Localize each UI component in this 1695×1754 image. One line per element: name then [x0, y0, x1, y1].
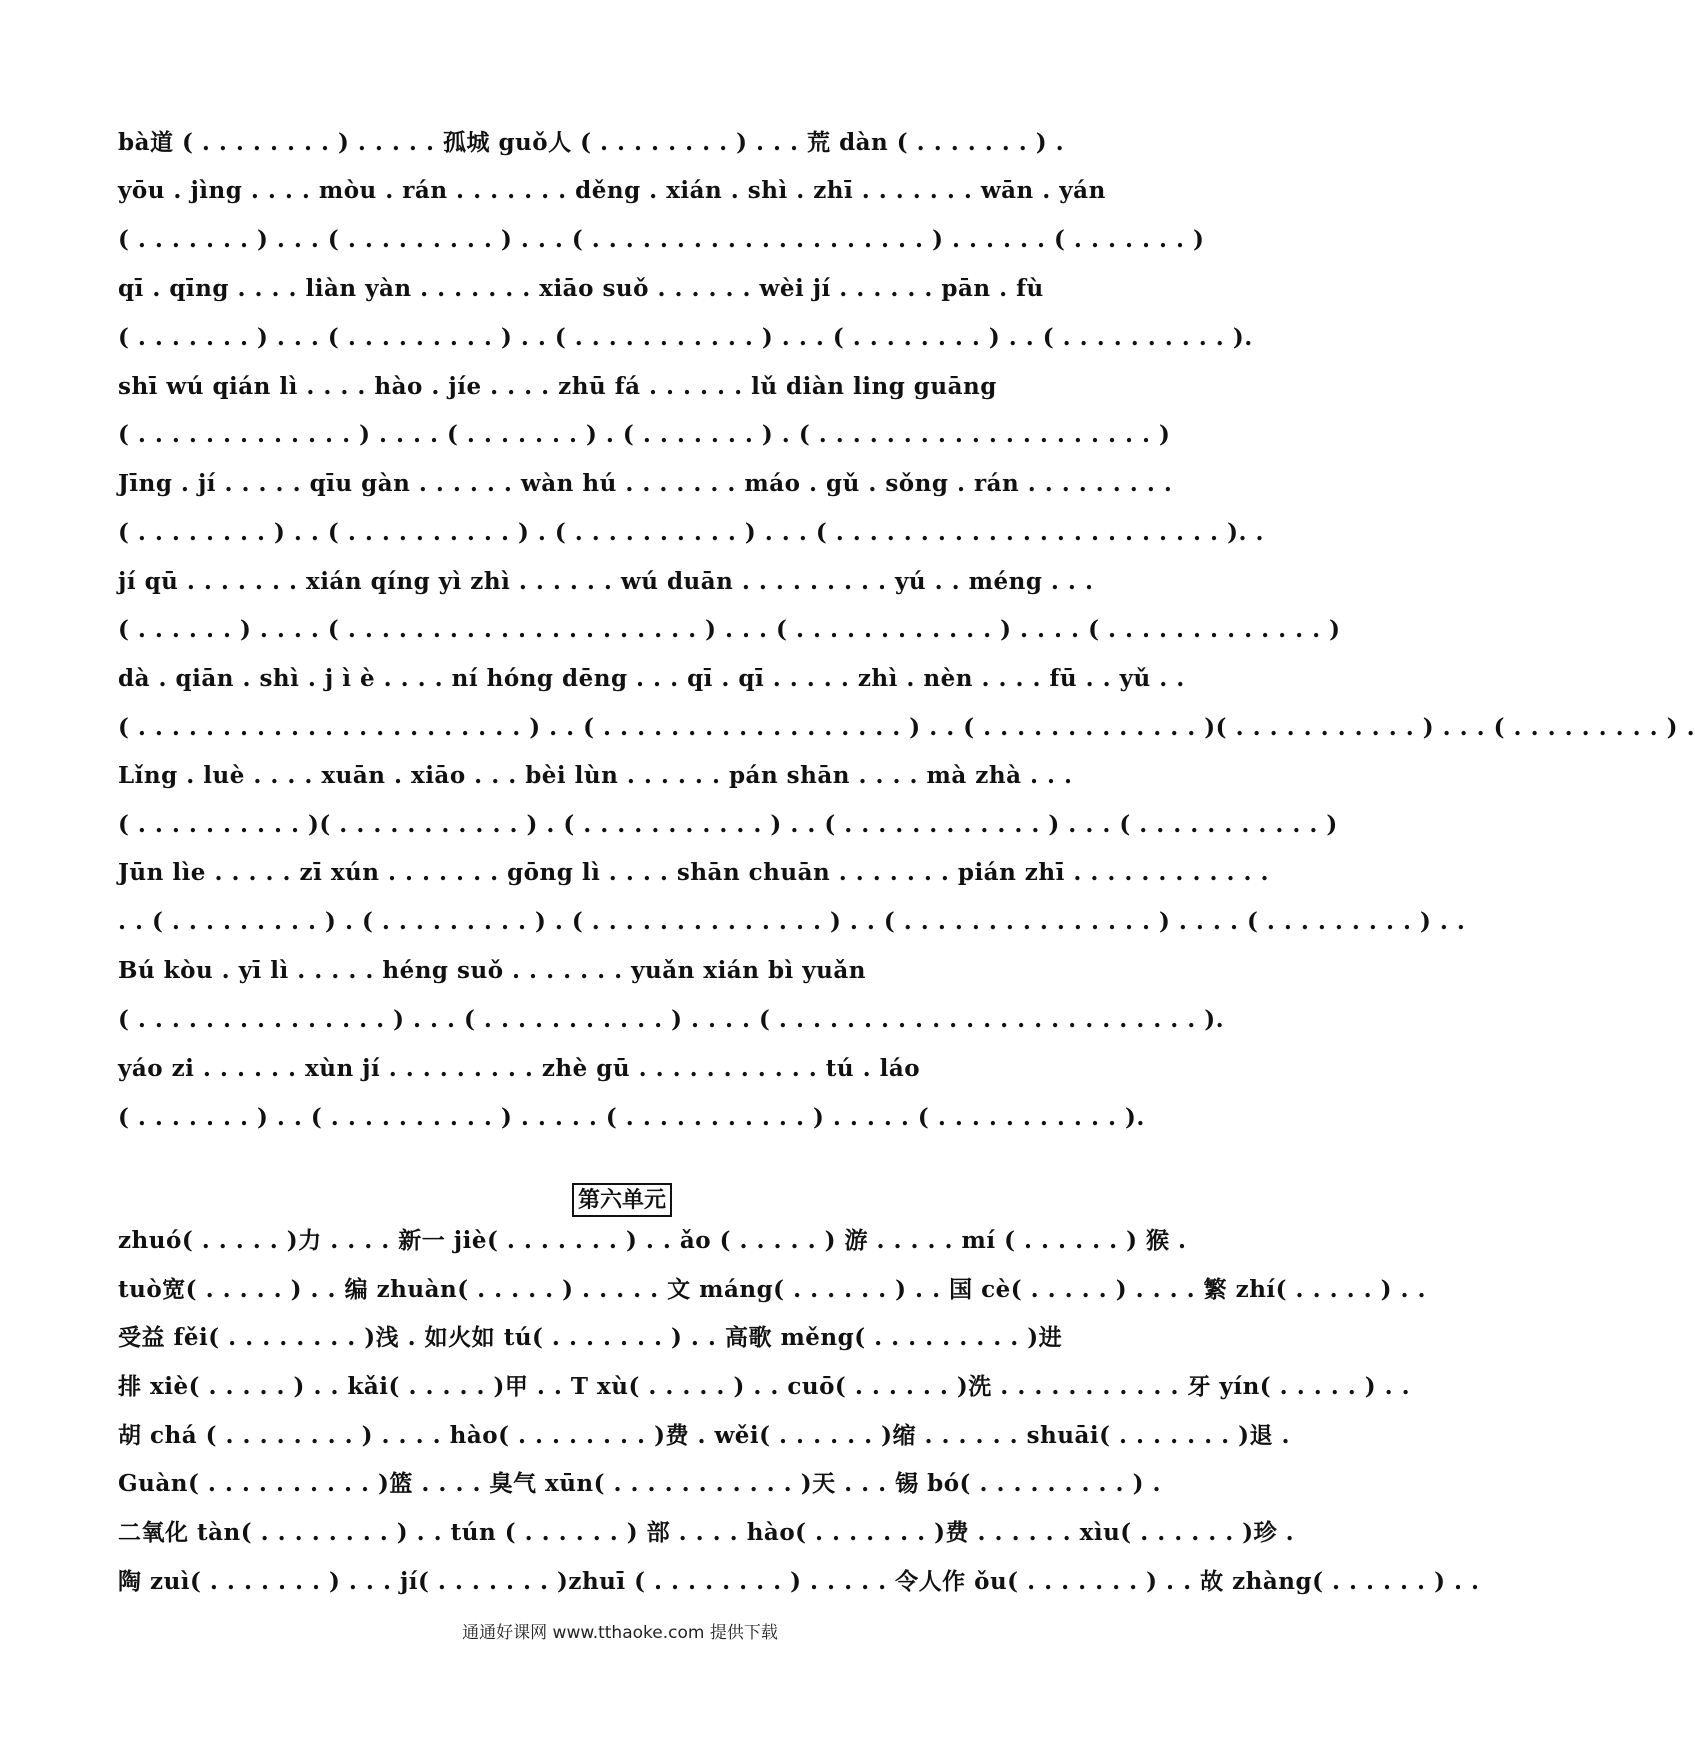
exercise-line: tuò宽( . . . . . ) . . 编 zhuàn( . . . . . ) . . . . . 文 máng( . . . . . . ) . . 国 cè( . . . . . ) . . . . 繁 zhí( . . . . . ) . .: [118, 1276, 1427, 1303]
exercise-line: ( . . . . . . . ) . . ( . . . . . . . . . . ) . . . . . ( . . . . . . . . . . . ) . . . . . ( . . . . . . . . . . . ).: [118, 1104, 1145, 1131]
exercise-line: 陶 zuì( . . . . . . . ) . . . jí( . . . . . . . )zhuī ( . . . . . . . . ) . . . . . 令人作 ǒu( . . . . . . . ) . . 故 zhàng( . . . . . . ) . .: [118, 1568, 1480, 1595]
exercise-line: dà . qiān . shì . j ì è . . . . ní hóng dēng . . . qī . qī . . . . . zhì . nèn . . . . fū . . yǔ . .: [118, 665, 1185, 692]
exercise-line: jí qū . . . . . . . xián qíng yì zhì . . . . . . wú duān . . . . . . . . . yú . . méng . . .: [118, 568, 1094, 595]
exercise-line: 二氧化 tàn( . . . . . . . . ) . . tún ( . . . . . . ) 部 . . . . hào( . . . . . . . )费 . . . . . . xìu( . . . . . . )珍 .: [118, 1519, 1295, 1546]
exercise-line: zhuó( . . . . . )力 . . . . 新一 jiè( . . . . . . . ) . . ǎo ( . . . . . ) 游 . . . . . mí ( . . . . . . ) 猴 .: [118, 1227, 1187, 1254]
exercise-line: 胡 chá ( . . . . . . . . ) . . . . hào( . . . . . . . . )费 . wěi( . . . . . . )缩 . . . . . . shuāi( . . . . . . . )退 .: [118, 1422, 1291, 1449]
exercise-line: ( . . . . . . . . ) . . ( . . . . . . . . . . ) . ( . . . . . . . . . . ) . . . ( . . . . . . . . . . . . . . . . . . . . . . . ). .: [118, 519, 1264, 546]
exercise-line: ( . . . . . . . . . . . . . ) . . . . ( . . . . . . . ) . ( . . . . . . . ) . ( . . . . . . . . . . . . . . . . . . . . ): [118, 421, 1171, 448]
exercise-line: yōu . jìng . . . . mòu . rán . . . . . . . děng . xián . shì . zhī . . . . . . . wān . yán: [118, 177, 1106, 204]
exercise-line: ( . . . . . . . ) . . . ( . . . . . . . . . ) . . ( . . . . . . . . . . . ) . . . ( . . . . . . . . ) . . ( . . . . . . . . . . ).: [118, 324, 1253, 351]
exercise-line: qī . qīng . . . . liàn yàn . . . . . . . xiāo suǒ . . . . . . wèi jí . . . . . . pān . fù: [118, 275, 1044, 302]
footer-source: 通通好课网 www.tthaoke.com 提供下载: [462, 1623, 778, 1643]
exercise-line: ( . . . . . . . . . . . . . . . ) . . . ( . . . . . . . . . . . ) . . . . ( . . . . . . . . . . . . . . . . . . . . . . . . . ).: [118, 1006, 1225, 1033]
exercise-line: ( . . . . . . . . . . )( . . . . . . . . . . . ) . ( . . . . . . . . . . . ) . . ( . . . . . . . . . . . . ) . . . ( . . . . . . . . . . . ): [118, 811, 1338, 838]
exercise-line: yáo zi . . . . . . xùn jí . . . . . . . . . zhè gū . . . . . . . . . . . tú . láo: [118, 1055, 921, 1082]
exercise-line: ( . . . . . . . . . . . . . . . . . . . . . . . ) . . ( . . . . . . . . . . . . . . . . . . ) . . ( . . . . . . . . . . . . . )( . . . . . . . . . . . ) . . . ( . . . . . . . . . ) .: [118, 714, 1695, 741]
exercise-line: Lǐng . luè . . . . xuān . xiāo . . . bèi lùn . . . . . . pán shān . . . . mà zhà . . .: [118, 762, 1073, 789]
unit-title: 第六单元: [572, 1183, 672, 1217]
exercise-line: Jūn lìe . . . . . zī xún . . . . . . . gōng lì . . . . shān chuān . . . . . . . pián zhī . . . . . . . . . . . .: [118, 859, 1270, 886]
exercise-line: 受益 fěi( . . . . . . . . )浅 . 如火如 tú( . . . . . . . ) . . 高歌 měng( . . . . . . . . . )进: [118, 1324, 1063, 1351]
exercise-line: ( . . . . . . . ) . . . ( . . . . . . . . . ) . . . ( . . . . . . . . . . . . . . . . . . . . ) . . . . . . ( . . . . . . . ): [118, 226, 1205, 253]
exercise-line: ( . . . . . . ) . . . . ( . . . . . . . . . . . . . . . . . . . . . ) . . . ( . . . . . . . . . . . . ) . . . . ( . . . . . . . . . . . . . ): [118, 616, 1341, 643]
exercise-line: Guàn( . . . . . . . . . . )篮 . . . . 臭气 xūn( . . . . . . . . . . . )天 . . . 锡 bó( . . . . . . . . . ) .: [118, 1470, 1161, 1497]
exercise-line: shī wú qián lì . . . . hào . jíe . . . . zhū fá . . . . . . lǔ diàn ling guāng: [118, 373, 997, 400]
exercise-line: Bú kòu . yī lì . . . . . héng suǒ . . . . . . . yuǎn xián bì yuǎn: [118, 957, 866, 984]
exercise-line: Jīng . jí . . . . . qīu gàn . . . . . . wàn hú . . . . . . . máo . gǔ . sǒng . rán . . . . . . . . .: [118, 470, 1173, 497]
exercise-line: bà道 ( . . . . . . . . ) . . . . . 孤城 guǒ人 ( . . . . . . . . ) . . . 荒 dàn ( . . . . . . . ) .: [118, 129, 1065, 156]
exercise-line: 排 xiè( . . . . . ) . . kǎi( . . . . . )甲 . . T xù( . . . . . ) . . cuō( . . . . . . )洗 . . . . . . . . . . . 牙 yín( . . . . . ) . .: [118, 1373, 1411, 1400]
exercise-line: . . ( . . . . . . . . . ) . ( . . . . . . . . . ) . ( . . . . . . . . . . . . . . ) . . ( . . . . . . . . . . . . . . . ) . . . . ( . . . . . . . . . ) . .: [118, 908, 1466, 935]
